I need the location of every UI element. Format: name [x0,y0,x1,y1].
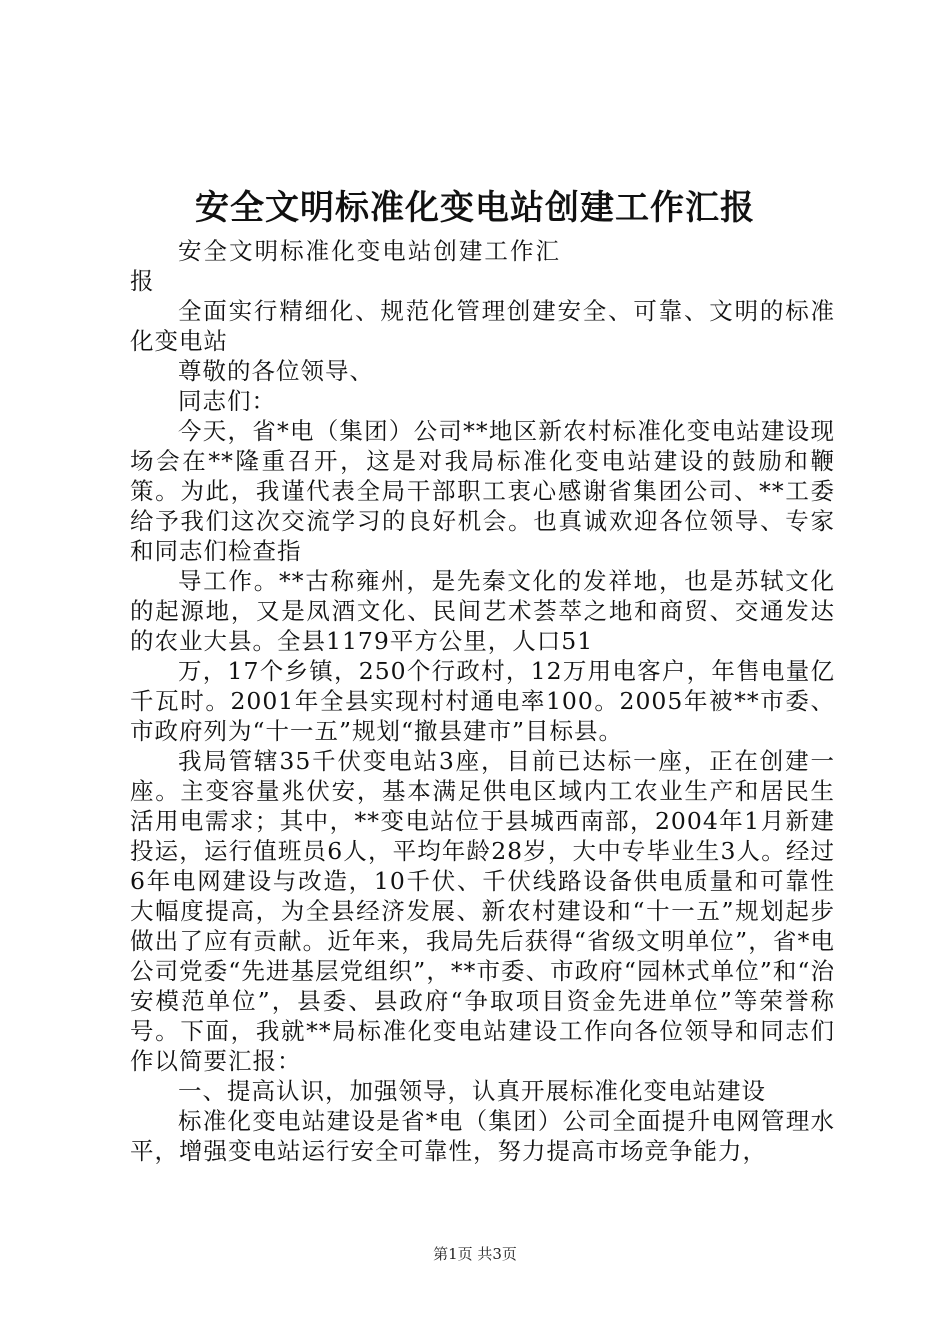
paragraph-opening: 今天，省*电（集团）公司**地区新农村标准化变电站建设现场会在**隆重召开，这是对我局标准化变电站建设的鼓励和鞭策。为此，我谨代表全局干部职工衷心感谢省集团公司、**工委给予我们这次交流学习的良好机会。也真诚欢迎各位领导、专家和同志们检查指 [130,417,835,565]
page-number: 第1页 共3页 [433,1245,517,1263]
paragraph-section-1: 标准化变电站建设是省*电（集团）公司全面提升电网管理水平，增强变电站运行安全可靠性，努力提高市场竞争能力， [130,1107,835,1165]
paragraph-county-intro: 导工作。**古称雍州，是先秦文化的发祥地，也是苏轼文化的起源地，又是凤酒文化、民间艺术荟萃之地和商贸、交通发达的农业大县。全县1179平方公里，人口51 [130,567,835,655]
document-body [130,236,835,1166]
document-title: 安全文明标准化变电站创建工作汇报 [195,188,755,228]
paragraph-theme: 全面实行精细化、规范化管理创建安全、可靠、文明的标准化变电站 [130,297,835,355]
paragraph-subtitle: 安全文明标准化变电站创建工作汇报 [130,237,560,295]
paragraph-county-stats: 万，17个乡镇，250个行政村，12万用电客户，年售电量亿千瓦时。2001年全县实现村村通电率100。2005年被**市委、市政府列为“十一五”规划“撤县建市”目标县。 [130,657,835,745]
section-heading-1: 一、提高认识，加强领导，认真开展标准化变电站建设 [178,1077,766,1105]
paragraph-salutation: 尊敬的各位领导、 [178,357,374,385]
paragraph-salutation-2: 同志们： [178,387,276,415]
paragraph-bureau-overview: 我局管辖35千伏变电站3座，目前已达标一座，正在创建一座。主变容量兆伏安，基本满足供电区域内工农业生产和居民生活用电需求；其中，**变电站位于县城西南部，2004年1月新建投运，运行值班员6人，平均年龄28岁，大中专毕业生3人。经过6年电网建设与改造，10千伏、千伏线路设备供电质量和可靠性大幅度提高，为全县经济发展、新农村建设和“十一五”规划起步做出了应有贡献。近年来，我局先后获得“省级文明单位”，省*电公司党委“先进基层党组织”，**市委、市政府“园林式单位”和“治安模范单位”，县委、县政府“争取项目资金先进单位”等荣誉称号。下面，我就**局标准化变电站建设工作向各位领导和同志们作以简要汇报： [130,747,835,1075]
